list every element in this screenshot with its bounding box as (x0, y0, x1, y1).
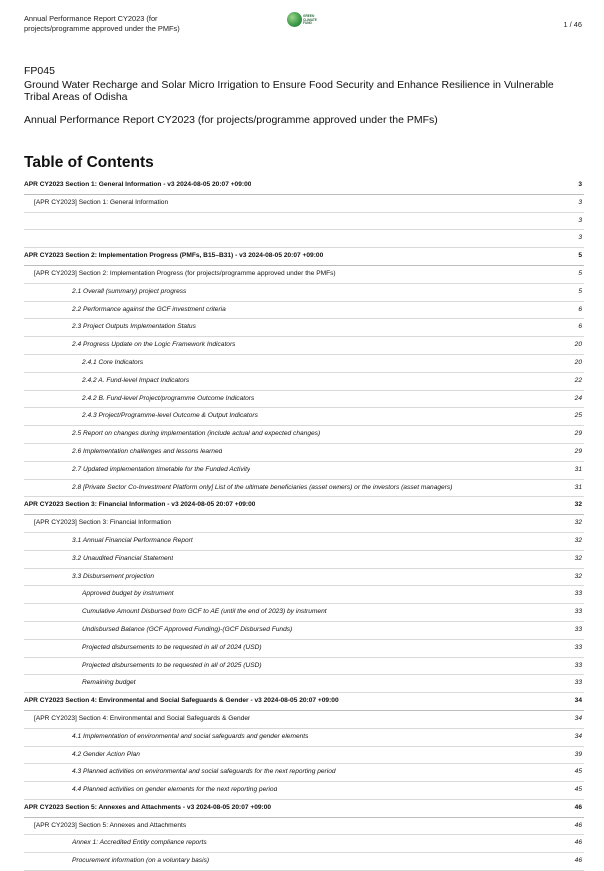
page-number: 1 / 46 (563, 20, 582, 29)
toc-entry-label: 2.4.3 Project/Programme-level Outcome & Output Indicators (82, 412, 258, 420)
toc-entry-page: 25 (574, 412, 582, 420)
toc-entry[interactable] (24, 408, 584, 426)
toc-entry-page: 32 (574, 501, 582, 509)
report-subtitle: Annual Performance Report CY2023 (for projects/programme approved under the PMFs) (24, 114, 438, 126)
toc-entry-label: APR CY2023 Section 1: General Information - v3 2024-08-05 20:07 +09:00 (24, 181, 252, 188)
toc-entry-page: 20 (574, 358, 582, 366)
toc-entry-page: 32 (574, 519, 582, 527)
toc-entry[interactable] (24, 711, 584, 729)
toc-entry-label: 3.1 Annual Financial Performance Report (72, 536, 193, 544)
toc-entry-page: 46 (574, 821, 582, 829)
toc-entry[interactable] (24, 835, 584, 853)
toc-entry[interactable] (24, 497, 584, 515)
header-title: Annual Performance Report CY2023 (for projects/programme approved under the PMFs) (24, 14, 180, 33)
toc-entry-page: 32 (574, 572, 582, 580)
toc-entry[interactable] (24, 195, 584, 213)
toc-entry[interactable] (24, 515, 584, 533)
toc-entry[interactable] (24, 853, 584, 871)
toc-entry[interactable] (24, 266, 584, 284)
toc-entry-label: APR CY2023 Section 5: Annexes and Attachments - v3 2024-08-05 20:07 +09:00 (24, 803, 272, 811)
toc-entry[interactable] (24, 604, 584, 622)
toc-entry-label: 2.4.2 A. Fund-level Impact Indicators (82, 376, 190, 384)
gcf-logo (287, 12, 329, 36)
toc-entry[interactable] (24, 248, 584, 266)
toc-entry-page: 45 (574, 786, 582, 794)
toc-entry-page: 46 (574, 803, 582, 811)
toc-entry[interactable] (24, 177, 584, 195)
toc-entry[interactable] (24, 747, 584, 765)
toc-entry-page: 33 (574, 643, 582, 651)
toc-entry[interactable] (24, 640, 584, 658)
toc-entry-label: APR CY2023 Section 2: Implementation Progress (PMFs, B15–B31) - v3 2024-08-05 20:07 +09:00 (24, 252, 324, 260)
toc-entry-label: Approved budget by instrument (82, 590, 174, 598)
toc-entry-label: 3.2 Unaudited Financial Statement (72, 554, 174, 562)
toc-entry[interactable] (24, 319, 584, 337)
toc-entry-page: 32 (574, 554, 582, 562)
toc-entry-page: 20 (574, 341, 582, 349)
toc-entry[interactable] (24, 622, 584, 640)
toc-entry[interactable] (24, 213, 584, 231)
toc-entry-label: Cumulative Amount Disbursed from GCF to AE (until the end of 2023) by instrument (82, 608, 327, 616)
toc-entry-label: 4.1 Implementation of environmental and social safeguards and gender elements (72, 732, 309, 740)
toc-entry-page: 33 (574, 679, 582, 687)
toc-entry-page: 34 (574, 714, 582, 722)
toc-entry-label: Projected disbursements to be requested in all of 2025 (USD) (82, 661, 262, 669)
toc-entry-page: 34 (574, 697, 582, 705)
toc-entry[interactable] (24, 230, 584, 248)
toc-entry-label: 2.7 Updated implementation timetable for the Funded Activity (72, 465, 251, 473)
project-code: FP045 (24, 65, 55, 77)
toc-entry-page: 45 (574, 768, 582, 776)
toc-entry-page: 46 (574, 839, 582, 847)
toc-entry-label: 2.8 [Private Sector Co-Investment Platform only] List of the ultimate beneficiaries (asset owners) or the investors (asset managers) (72, 483, 453, 491)
toc-entry-page: 31 (574, 483, 582, 491)
toc-entry[interactable] (24, 782, 584, 800)
toc-entry-page: 5 (578, 269, 582, 277)
toc-entry-page: 5 (578, 252, 582, 260)
toc-entry-label: 2.4.1 Core Indicators (82, 358, 144, 366)
toc-entry[interactable] (24, 729, 584, 747)
toc-entry-label: Procurement information (on a voluntary basis) (72, 857, 210, 865)
toc-entry-label: 2.6 Implementation challenges and lessons learned (72, 447, 223, 455)
page-header (24, 14, 584, 38)
toc-entry[interactable] (24, 675, 584, 693)
toc-entry-label: [APR CY2023] Section 1: General Information (34, 198, 169, 206)
toc-entry-label: 2.3 Project Outputs Implementation Status (72, 323, 196, 331)
toc-entry[interactable] (24, 693, 584, 711)
toc-entry[interactable] (24, 569, 584, 587)
toc-entry-page: 39 (574, 750, 582, 758)
toc-entry-label: Annex 1: Accredited Entity compliance reports (72, 839, 207, 847)
toc-entry-page: 3 (578, 234, 582, 242)
toc-entry-label: 4.4 Planned activities on gender elements for the next reporting period (72, 786, 278, 794)
toc-entry-page: 29 (574, 430, 582, 438)
toc-entry[interactable] (24, 284, 584, 302)
toc-entry[interactable] (24, 426, 584, 444)
toc-entry-page: 24 (574, 394, 582, 402)
toc-entry-label: APR CY2023 Section 3: Financial Information - v3 2024-08-05 20:07 +09:00 (24, 501, 256, 509)
toc-entry-page: 33 (574, 590, 582, 598)
toc-entry[interactable] (24, 658, 584, 676)
toc-entry-page: 33 (574, 625, 582, 633)
table-of-contents (24, 177, 584, 871)
toc-entry-page: 46 (574, 857, 582, 865)
toc-entry[interactable] (24, 551, 584, 569)
toc-entry-label: [APR CY2023] Section 4: Environmental and Social Safeguards & Gender (34, 714, 251, 722)
toc-entry-page: 31 (574, 465, 582, 473)
toc-heading: Table of Contents (24, 154, 154, 171)
toc-entry[interactable] (24, 533, 584, 551)
toc-entry[interactable] (24, 373, 584, 391)
toc-entry-label: 4.3 Planned activities on environmental and social safeguards for the next reporting period (72, 768, 336, 776)
toc-entry[interactable] (24, 337, 584, 355)
toc-entry[interactable] (24, 302, 584, 320)
toc-entry-page: 32 (574, 536, 582, 544)
toc-entry-label: [APR CY2023] Section 5: Annexes and Attachments (34, 821, 187, 829)
toc-entry[interactable] (24, 462, 584, 480)
toc-entry-label: Remaining budget (82, 679, 136, 687)
toc-entry-page: 34 (574, 732, 582, 740)
toc-entry[interactable] (24, 391, 584, 409)
toc-entry-page: 29 (574, 447, 582, 455)
toc-entry-label: 2.4.2 B. Fund-level Project/programme Outcome Indicators (82, 394, 255, 402)
toc-entry[interactable] (24, 764, 584, 782)
logo-text: GREEN CLIMATE FUND (303, 14, 317, 26)
toc-entry-page: 33 (574, 608, 582, 616)
toc-entry-label: 3.3 Disbursement projection (72, 572, 155, 580)
toc-entry-page: 22 (574, 376, 582, 384)
toc-entry-page: 3 (578, 181, 582, 188)
toc-entry-label: Undisbursed Balance (GCF Approved Funding)-(GCF Disbursed Funds) (82, 625, 293, 633)
toc-entry-label: APR CY2023 Section 4: Environmental and Social Safeguards & Gender - v3 2024-08-05 20:07 +09:00 (24, 697, 339, 705)
toc-entry-page: 33 (574, 661, 582, 669)
toc-entry-label: 2.1 Overall (summary) project progress (72, 287, 187, 295)
toc-entry-label: Projected disbursements to be requested in all of 2024 (USD) (82, 643, 262, 651)
toc-entry-page: 3 (578, 198, 582, 206)
project-title: Ground Water Recharge and Solar Micro Irrigation to Ensure Food Security and Enhance Resilience in Vulnerable Tribal Areas of Odisha (24, 79, 554, 103)
globe-icon (287, 12, 302, 27)
toc-entry-label: 2.4 Progress Update on the Logic Framework Indicators (72, 341, 236, 349)
toc-entry[interactable] (24, 586, 584, 604)
toc-entry[interactable] (24, 444, 584, 462)
toc-entry-label: [APR CY2023] Section 2: Implementation Progress (for projects/programme approved under the PMFs) (34, 269, 336, 277)
toc-entry-page: 3 (578, 216, 582, 224)
toc-entry-label: 2.5 Report on changes during implementation (include actual and expected changes) (72, 430, 321, 438)
toc-entry-label: 4.2 Gender Action Plan (72, 750, 140, 758)
toc-entry-label: [APR CY2023] Section 3: Financial Information (34, 519, 172, 527)
toc-entry-page: 6 (578, 305, 582, 313)
toc-entry[interactable] (24, 355, 584, 373)
toc-entry-page: 6 (578, 323, 582, 331)
toc-entry[interactable] (24, 800, 584, 818)
toc-entry-page: 5 (578, 287, 582, 295)
toc-entry[interactable] (24, 818, 584, 836)
toc-entry[interactable] (24, 480, 584, 498)
toc-entry-label: 2.2 Performance against the GCF investment criteria (72, 305, 226, 313)
